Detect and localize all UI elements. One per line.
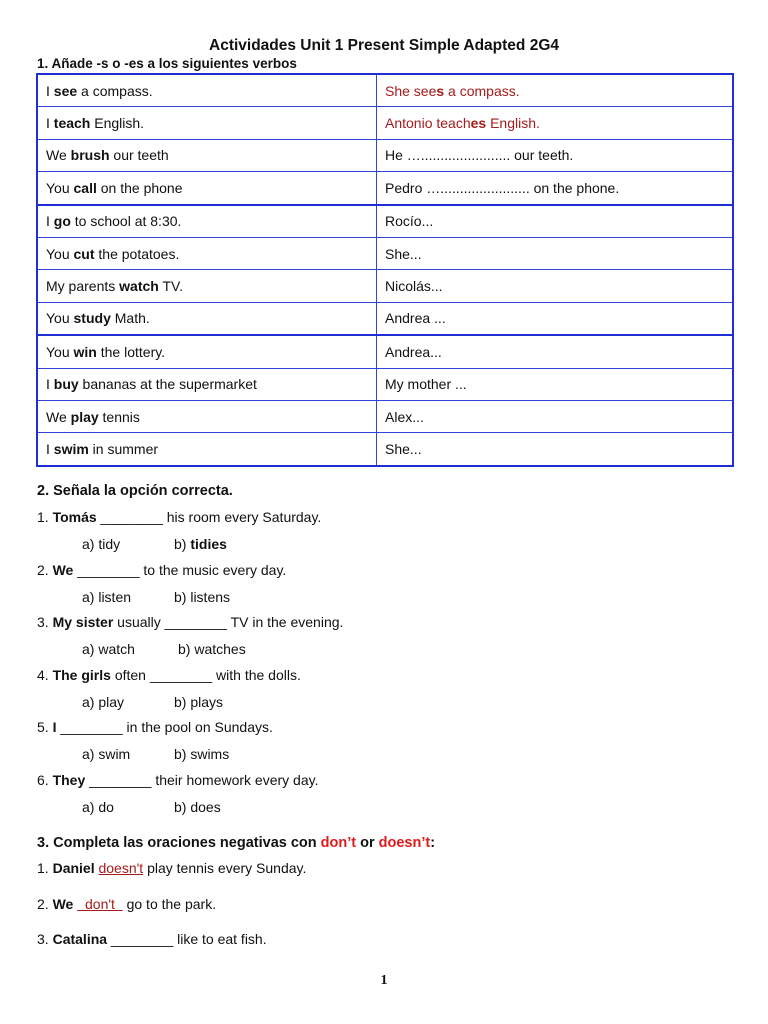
verbs-table [36, 73, 734, 467]
base-sentence: I teach English. [37, 107, 377, 139]
table-row [37, 302, 733, 335]
base-sentence: We brush our teeth [37, 139, 377, 171]
question-text: ________ to the music every day. [73, 562, 287, 578]
question-text: often ________ with the dolls. [110, 667, 301, 683]
table-row [37, 139, 733, 171]
question-text: 1. [37, 509, 53, 525]
question [37, 667, 301, 683]
page-number: 1 [380, 973, 388, 988]
option-a[interactable]: a) watch [82, 641, 135, 657]
section-3-heading-text: 3. Completa las oraciones negativas con [37, 835, 321, 851]
table-row [37, 74, 733, 107]
table-row [37, 205, 733, 238]
base-sentence: My parents watch TV. [37, 270, 377, 302]
sentence-text: 3. [37, 931, 53, 947]
answer-text: Alex... [385, 408, 424, 425]
question [37, 772, 318, 788]
question-text: ________ in the pool on Sundays. [56, 719, 273, 735]
question [37, 719, 273, 735]
section-3-heading [37, 835, 435, 851]
option-a[interactable]: a) tidy [82, 536, 121, 552]
table-row [37, 237, 733, 269]
option-a[interactable]: a) play [82, 694, 125, 710]
option-a[interactable]: a) swim [82, 746, 131, 762]
option-b-answer: tidies [190, 536, 227, 552]
answer-text: Pedro …....................... on the phone. [385, 179, 620, 196]
option-b-text: b) [174, 536, 191, 552]
answer-cell[interactable] [377, 107, 734, 139]
question-text: My sister [52, 614, 114, 630]
sentence-text: ________ like to eat fish. [107, 931, 267, 947]
verb: play [70, 408, 99, 425]
verb: buy [53, 376, 79, 393]
verb: study [73, 310, 111, 327]
option-b[interactable] [174, 799, 221, 815]
question-text: usually ________ TV in the evening. [113, 614, 344, 630]
verb: see [53, 82, 78, 99]
answer-blank[interactable]: don't [77, 896, 123, 912]
question [37, 562, 286, 578]
answer-cell[interactable] [377, 74, 734, 107]
question [37, 614, 343, 630]
sentence-text: We [52, 896, 74, 912]
verb: teach [53, 115, 91, 132]
answer-text: s [436, 82, 445, 99]
answer-text: Nicolás... [385, 278, 443, 295]
question-text: They [52, 772, 86, 788]
table-row [37, 172, 733, 205]
table-row [37, 433, 733, 466]
question-text: ________ his room every Saturday. [96, 509, 322, 525]
option-b[interactable] [178, 641, 246, 657]
base-sentence: I swim in summer [37, 433, 377, 466]
question-text: 5. [37, 719, 53, 735]
answer-cell[interactable] [377, 270, 734, 302]
sentence-text: Catalina [52, 931, 108, 947]
answer-text: He …....................... our teeth. [385, 147, 574, 164]
answer-cell[interactable] [377, 302, 734, 335]
question-text: 3. [37, 614, 53, 630]
question-text: 6. [37, 772, 53, 788]
table-row [37, 335, 733, 368]
answer-text: Antonio teach [385, 115, 471, 132]
table-row [37, 270, 733, 302]
question-text: I [52, 719, 57, 735]
sentence-text: 1. [37, 860, 53, 876]
option-a[interactable]: a) listen [82, 589, 132, 605]
answer-cell[interactable] [377, 335, 734, 368]
answer-text: Rocío... [385, 213, 434, 230]
question-text: 2. [37, 562, 53, 578]
answer-blank[interactable]: doesn't [98, 860, 144, 876]
option-b-text: b) swims [174, 746, 230, 762]
answer-text: es [470, 115, 487, 132]
base-sentence: You win the lottery. [37, 335, 377, 368]
option-a[interactable]: a) do [82, 799, 114, 815]
question-text: Tomás [52, 509, 97, 525]
option-b-text: b) listens [174, 589, 231, 605]
answer-text: Andrea... [385, 343, 442, 360]
base-sentence: You call on the phone [37, 172, 377, 205]
table-row [37, 368, 733, 400]
negative-sentence [37, 860, 306, 876]
question-text: The girls [52, 667, 111, 683]
verb: call [73, 179, 97, 196]
negative-sentence [37, 931, 267, 947]
answer-cell[interactable] [377, 400, 734, 432]
question-text: 4. [37, 667, 53, 683]
answer-text: a compass. [444, 82, 520, 99]
sentence-text: Daniel [52, 860, 95, 876]
answer-text: She... [385, 245, 422, 262]
answer-text: Andrea ... [385, 310, 446, 327]
option-b[interactable] [174, 694, 223, 710]
question-text: ________ their homework every day. [85, 772, 319, 788]
verb: watch [119, 278, 159, 295]
base-sentence: You cut the potatoes. [37, 237, 377, 269]
doesnt-keyword: doesn’t [378, 835, 431, 851]
option-b[interactable] [174, 536, 227, 552]
answer-text: English. [486, 115, 540, 132]
option-b-text: b) watches [178, 641, 246, 657]
option-b[interactable] [174, 589, 230, 605]
option-b[interactable] [174, 746, 229, 762]
colon: : [430, 835, 436, 851]
answer-text: She see [385, 82, 437, 99]
dont-keyword: don’t [320, 835, 357, 851]
answer-cell[interactable] [377, 139, 734, 171]
answer-text: She... [385, 440, 422, 457]
option-b-text: b) plays [174, 694, 224, 710]
section-2-heading: 2. Señala la opción correcta. [37, 483, 233, 499]
answer-cell[interactable] [377, 237, 734, 269]
base-sentence: I buy bananas at the supermarket [37, 368, 377, 400]
answer-text: My mother ... [385, 376, 467, 393]
sentence-text: play tennis every Sunday. [143, 860, 307, 876]
negative-sentence [37, 896, 216, 912]
question-text: We [52, 562, 74, 578]
or-word: or [356, 835, 379, 851]
verb: brush [70, 147, 110, 164]
option-b-text: b) does [174, 799, 221, 815]
verb: swim [53, 440, 89, 457]
sentence-text: 2. [37, 896, 53, 912]
base-sentence: I see a compass. [37, 74, 377, 107]
question [37, 509, 321, 525]
page-title: Actividades Unit 1 Present Simple Adapted 2G4 [209, 37, 559, 54]
answer-cell[interactable] [377, 205, 734, 238]
base-sentence: We play tennis [37, 400, 377, 432]
section-1-heading: 1. Añade -s o -es a los siguientes verbos [37, 56, 297, 71]
table-row [37, 107, 733, 139]
base-sentence: I go to school at 8:30. [37, 205, 377, 238]
sentence-text: go to the park. [122, 896, 217, 912]
answer-cell[interactable] [377, 433, 734, 466]
verb: cut [73, 245, 95, 262]
answer-cell[interactable] [377, 172, 734, 205]
base-sentence: You study Math. [37, 302, 377, 335]
table-row [37, 400, 733, 432]
answer-cell[interactable] [377, 368, 734, 400]
verb: win [73, 343, 97, 360]
verb: go [53, 213, 71, 230]
